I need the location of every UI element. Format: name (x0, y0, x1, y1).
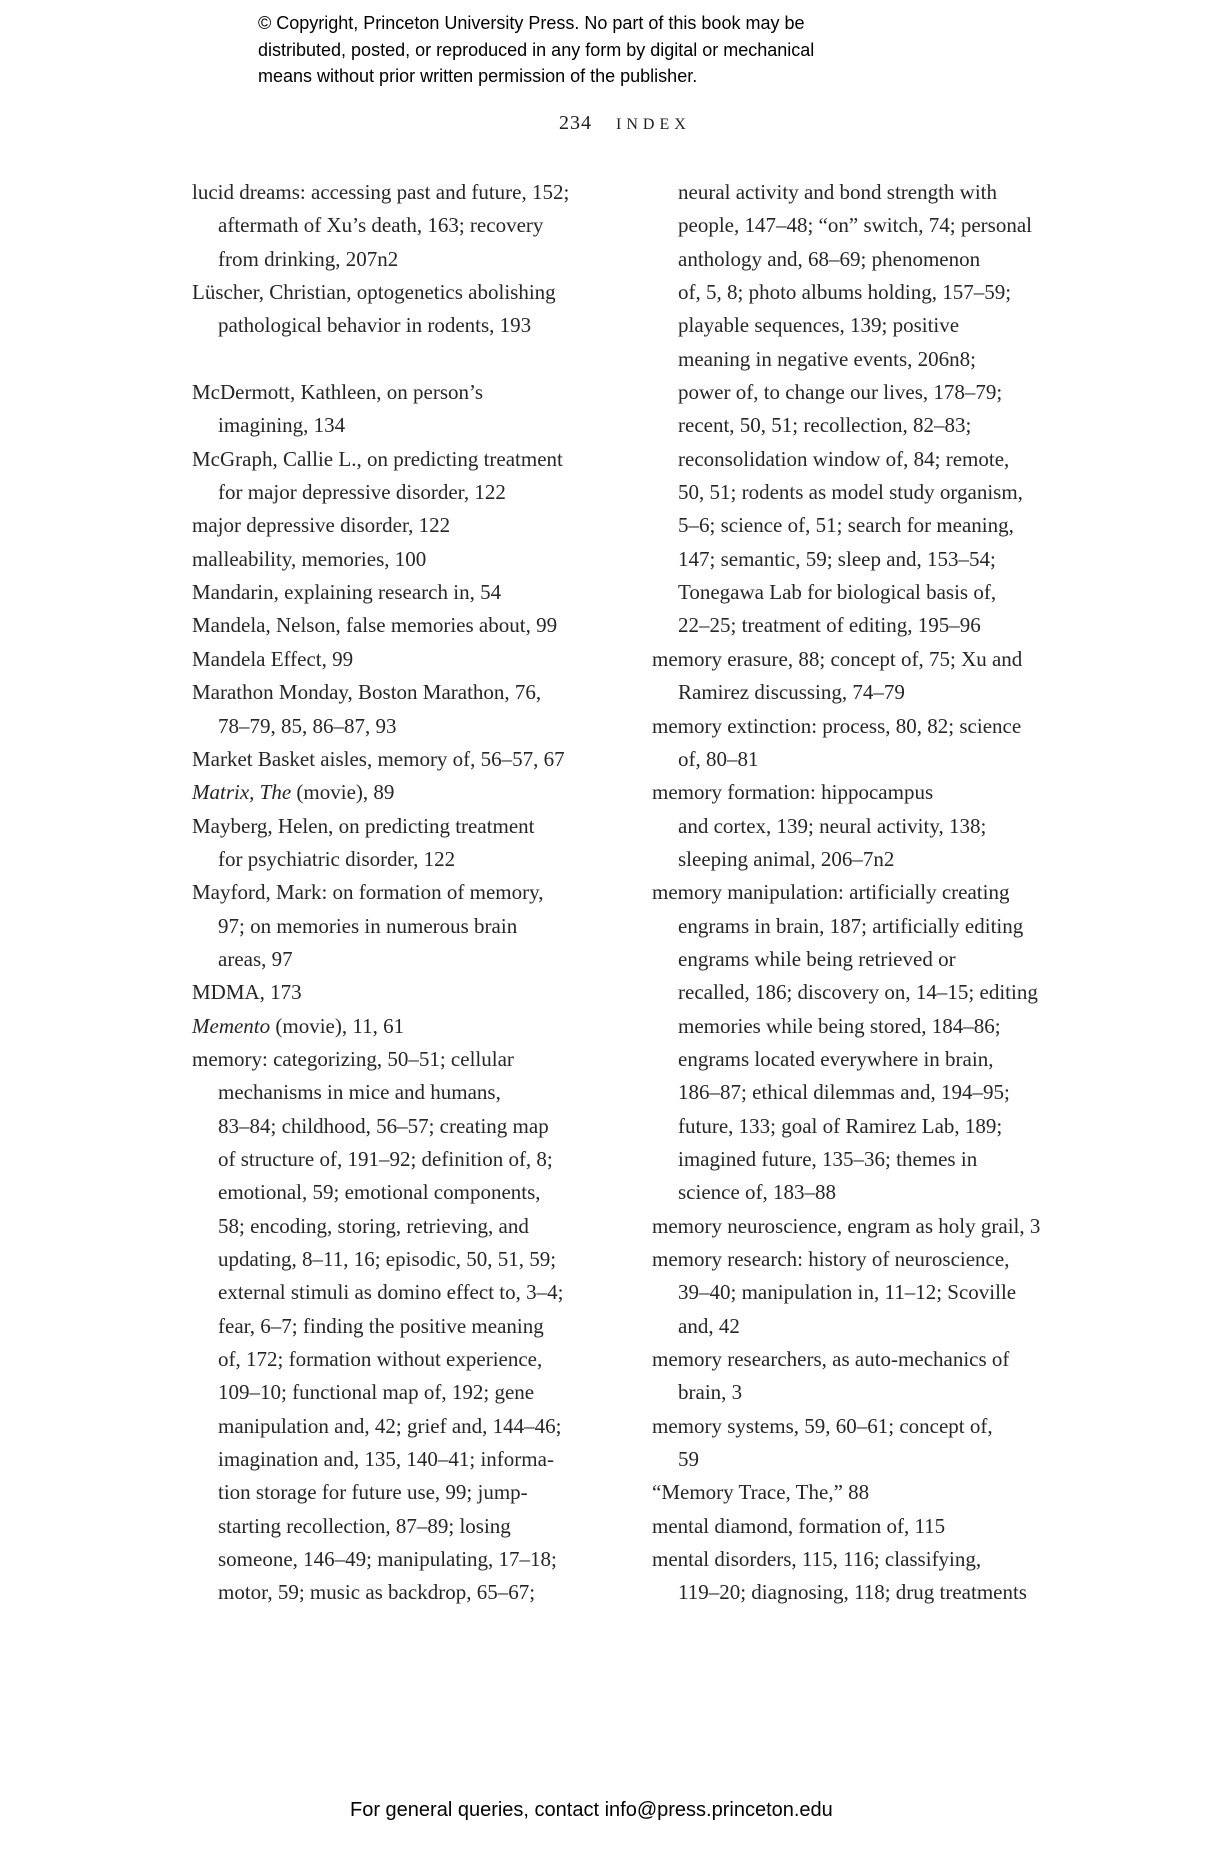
index-line: Market Basket aisles, memory of, 56–57, 67 (192, 746, 565, 771)
index-line: memory extinction: process, 80, 82; science (652, 713, 1022, 738)
index-line: of, 80–81 (678, 746, 759, 771)
copyright-notice (258, 10, 814, 90)
index-line: engrams located everywhere in brain, (678, 1046, 994, 1071)
index-line: emotional, 59; emotional components, (218, 1180, 541, 1205)
index-line: for major depressive disorder, 122 (218, 480, 506, 505)
index-line: from drinking, 207n2 (218, 246, 399, 271)
index-line: science of, 183–88 (678, 1180, 837, 1205)
index-line: memory researchers, as auto-mechanics of (652, 1347, 1010, 1372)
index-line: Lüscher, Christian, optogenetics abolishing (192, 280, 556, 305)
index-line: manipulation and, 42; grief and, 144–46; (218, 1413, 562, 1438)
index-line: motor, 59; music as backdrop, 65–67; (218, 1580, 536, 1605)
index-line: imagined future, 135–36; themes in (678, 1146, 978, 1171)
index-line: Mayberg, Helen, on predicting treatment (192, 813, 535, 838)
page-header (559, 112, 691, 135)
index-line: playable sequences, 139; positive (678, 313, 960, 338)
index-line: Mandela Effect, 99 (192, 646, 354, 671)
index-line: anthology and, 68–69; phenomenon (678, 246, 981, 271)
index-line: of, 172; formation without experience, (218, 1347, 543, 1372)
index-line: memory: categorizing, 50–51; cellular (192, 1046, 514, 1071)
index-line: 58; encoding, storing, retrieving, and (218, 1213, 529, 1238)
index-line: imagining, 134 (218, 413, 346, 438)
index-line: imagination and, 135, 140–41; informa- (218, 1447, 554, 1472)
index-line: McGraph, Callie L., on predicting treatment (192, 446, 563, 471)
index-line: memory erasure, 88; concept of, 75; Xu and (652, 646, 1023, 671)
index-line: 50, 51; rodents as model study organism, (678, 480, 1023, 505)
index-line: mechanisms in mice and humans, (218, 1080, 501, 1105)
index-line: people, 147–48; “on” switch, 74; personal (678, 213, 1033, 238)
index-line: MDMA, 173 (192, 980, 302, 1005)
index-line: updating, 8–11, 16; episodic, 50, 51, 59; (218, 1247, 557, 1271)
index-line: future, 133; goal of Ramirez Lab, 189; (678, 1113, 1003, 1138)
index-line: memory manipulation: artificially creating (652, 880, 1010, 905)
index-line: 147; semantic, 59; sleep and, 153–54; (678, 546, 996, 571)
index-line: Mandela, Nelson, false memories about, 99 (192, 613, 558, 638)
index-line: tion storage for future use, 99; jump- (218, 1480, 528, 1505)
index-line: 5–6; science of, 51; search for meaning, (678, 513, 1014, 538)
index-line: Tonegawa Lab for biological basis of, (678, 580, 997, 605)
index-line: and, 42 (678, 1313, 740, 1338)
index-line: for psychiatric disorder, 122 (218, 846, 456, 871)
index-line: 39–40; manipulation in, 11–12; Scoville (678, 1280, 1017, 1305)
index-line: neural activity and bond strength with (678, 180, 998, 204)
index-line: mental diamond, formation of, 115 (652, 1513, 946, 1538)
index-column-left (192, 176, 607, 1610)
index-line: power of, to change our lives, 178–79; (678, 380, 1003, 405)
index-line: Marathon Monday, Boston Marathon, 76, (192, 680, 542, 705)
index-line: Mayford, Mark: on formation of memory, (192, 880, 544, 905)
footer-text: For general queries, contact info@press.princeton.edu (350, 1799, 833, 1821)
index-column-right (652, 176, 1067, 1610)
index-line: and cortex, 139; neural activity, 138; (678, 813, 987, 838)
copyright-line-2: distributed, posted, or reproduced in any form by digital or mechanical (258, 39, 815, 60)
index-line: Ramirez discussing, 74–79 (678, 680, 905, 705)
index-line: of, 5, 8; photo albums holding, 157–59; (678, 280, 1012, 305)
index-line: areas, 97 (218, 946, 293, 971)
index-line: Matrix, The (movie), 89 (192, 780, 395, 805)
index-line: lucid dreams: accessing past and future, 152; (192, 180, 570, 204)
index-line: someone, 146–49; manipulating, 17–18; (218, 1547, 557, 1572)
index-line: major depressive disorder, 122 (192, 513, 451, 538)
index-line: starting recollection, 87–89; losing (218, 1513, 511, 1538)
index-line: meaning in negative events, 206n8; (678, 346, 977, 371)
index-line: malleability, memories, 100 (192, 546, 427, 571)
index-line: engrams in brain, 187; artificially editing (678, 913, 1024, 938)
index-line: brain, 3 (678, 1380, 743, 1405)
copyright-line-3: means without prior written permission of the publisher. (258, 66, 698, 86)
index-line: 83–84; childhood, 56–57; creating map (218, 1113, 549, 1138)
index-line: mental disorders, 115, 116; classifying, (652, 1547, 982, 1572)
index-line: pathological behavior in rodents, 193 (218, 313, 532, 338)
index-line: recalled, 186; discovery on, 14–15; editing (678, 980, 1038, 1005)
index-line: engrams while being retrieved or (678, 946, 956, 971)
index-line: McDermott, Kathleen, on person’s (192, 380, 484, 405)
index-line: Memento (movie), 11, 61 (192, 1013, 405, 1038)
page-footer (350, 1799, 833, 1822)
index-line: 119–20; diagnosing, 118; drug treatments (678, 1580, 1027, 1605)
index-line: 78–79, 85, 86–87, 93 (218, 713, 397, 738)
index-line: 59 (678, 1447, 699, 1472)
index-line: Mandarin, explaining research in, 54 (192, 580, 502, 605)
index-line: memory research: history of neuroscience, (652, 1247, 1010, 1271)
index-line: 97; on memories in numerous brain (218, 913, 518, 938)
index-entry-italic-title: Memento (192, 1013, 271, 1038)
index-line: of structure of, 191–92; definition of, 8; (218, 1146, 553, 1171)
index-line: memories while being stored, 184–86; (678, 1013, 1001, 1038)
index-entry-italic-title: Matrix, The (192, 780, 292, 805)
index-line: sleeping animal, 206–7n2 (678, 846, 895, 871)
index-blank-line (192, 343, 607, 376)
page-number: 234 (559, 112, 592, 134)
copyright-line-1: © Copyright, Princeton University Press. No part of this book may be (258, 13, 805, 33)
index-line: fear, 6–7; finding the positive meaning (218, 1313, 544, 1338)
index-line: 186–87; ethical dilemmas and, 194–95; (678, 1080, 1010, 1105)
index-line: memory neuroscience, engram as holy grail, 3 (652, 1213, 1041, 1238)
index-line: reconsolidation window of, 84; remote, (678, 446, 1010, 471)
index-line: aftermath of Xu’s death, 163; recovery (218, 213, 544, 238)
index-line: memory systems, 59, 60–61; concept of, (652, 1413, 993, 1438)
index-line: recent, 50, 51; recollection, 82–83; (678, 413, 972, 438)
index-title: INDEX (616, 116, 691, 133)
index-line: 22–25; treatment of editing, 195–96 (678, 613, 981, 638)
index-line: 109–10; functional map of, 192; gene (218, 1380, 535, 1405)
index-line: memory formation: hippocampus (652, 780, 934, 805)
index-line: “Memory Trace, The,” 88 (652, 1480, 870, 1505)
index-line: external stimuli as domino effect to, 3–4; (218, 1280, 564, 1305)
